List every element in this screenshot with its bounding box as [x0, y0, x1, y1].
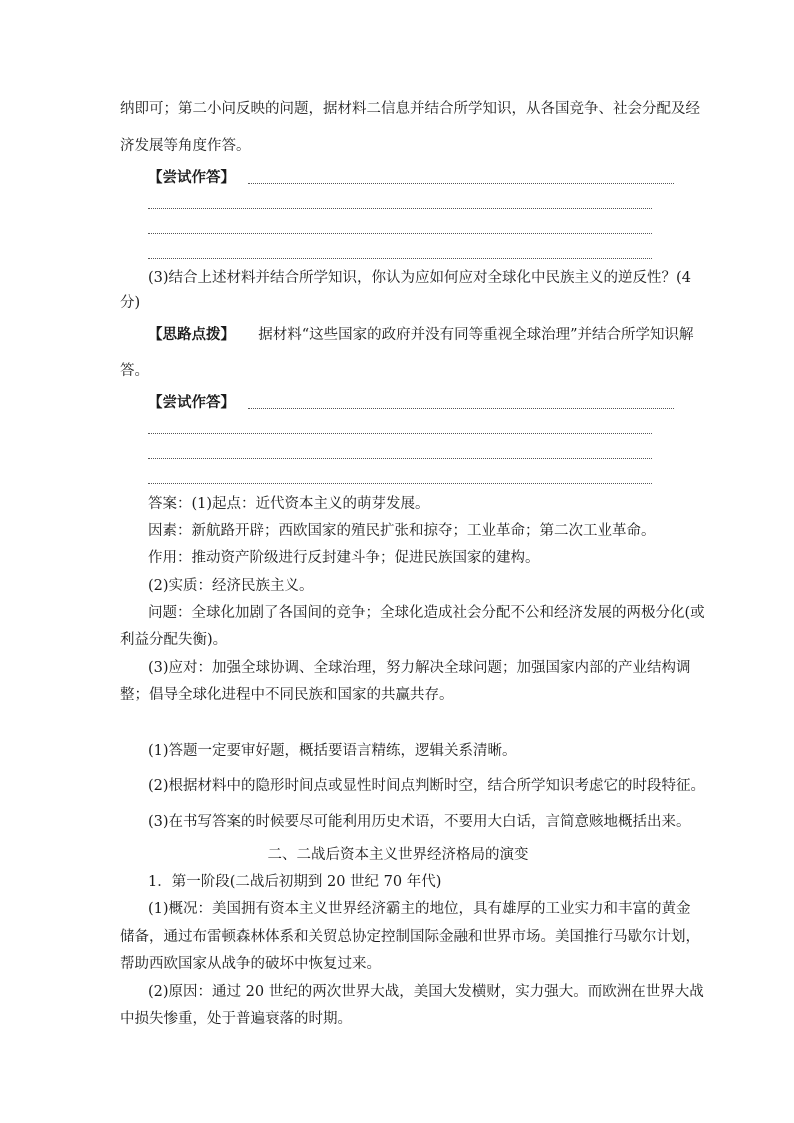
answer-line: 作用：推动资产阶级进行反封建斗争；促进民族国家的建构。	[148, 550, 540, 566]
hint-label: 【思路点拨】	[148, 326, 235, 343]
question-3: (3)结合上述材料并结合所学知识，你认为应如何应对全球化中民族主义的逆反性？(4	[148, 270, 691, 286]
answer-line: (2)实质：经济民族主义。	[148, 578, 314, 594]
hint-cont: 答。	[120, 363, 149, 379]
answer-dotted-line	[148, 483, 652, 484]
stage-heading: 1．第一阶段(二战后初期到 20 世纪 70 年代)	[148, 874, 442, 890]
answer-line: 因素：新航路开辟；西欧国家的殖民扩张和掠夺；工业革命；第二次工业革命。	[148, 523, 656, 539]
tip-line: (1)答题一定要审好题，概括要语言精练，逻辑关系清晰。	[148, 743, 517, 759]
tip-line: (3)在书写答案的时候要尽可能利用历史术语，不要用大白话，言简意赅地概括出来。	[148, 814, 691, 830]
hint-paragraph	[148, 325, 694, 345]
try-answer-label: 【尝试作答】	[148, 394, 235, 411]
tip-line: (2)根据材料中的隐形时间点或显性时间点判断时空，结合所学知识考虑它的时段特征。	[148, 778, 706, 794]
answer-line: 整；倡导全球化进程中不同民族和国家的共赢共存。	[120, 687, 454, 703]
answer-line: 问题：全球化加剧了各国间的竞争；全球化造成社会分配不公和经济发展的两极分化(或	[148, 605, 705, 621]
question-3-cont: 分)	[120, 295, 141, 311]
paragraph-line: 纳即可；第二小问反映的问题，据材料二信息并结合所学知识，从各国竞争、社会分配及经	[120, 101, 700, 117]
answer-dotted-line	[148, 433, 652, 434]
answer-dotted-line	[148, 208, 652, 209]
section-heading: 二、二战后资本主义世界经济格局的演变	[267, 847, 529, 863]
paragraph-line: 济发展等角度作答。	[120, 138, 251, 154]
try-answer-label: 【尝试作答】	[148, 169, 235, 186]
paragraph-line: 帮助西欧国家从战争的破坏中恢复过来。	[120, 956, 381, 972]
answer-line: (3)应对：加强全球协调、全球治理，努力解决全球问题；加强国家内部的产业结构调	[148, 660, 691, 676]
paragraph-line: (1)概况：美国拥有资本主义世界经济霸主的地位，具有雄厚的工业实力和丰富的黄金	[148, 901, 691, 917]
answer-line: 利益分配失衡)。	[120, 632, 228, 648]
answer-dotted-line	[148, 258, 652, 259]
hint-text: 据材料“这些国家的政府并没有同等重视全球治理”并结合所学知识解	[258, 327, 694, 343]
paragraph-line: (2)原因：通过 20 世纪的两次世界大战，美国大发横财，实力强大。而欧洲在世界大战	[148, 984, 704, 1000]
answer-dotted-line	[148, 458, 652, 459]
answer-line: 答案：(1)起点：近代资本主义的萌芽发展。	[148, 496, 430, 512]
paragraph-line: 储备，通过布雷顿森林体系和关贸总协定控制国际金融和世界市场。美国推行马歇尔计划，	[120, 929, 700, 945]
paragraph-line: 中损失惨重，处于普遍衰落的时期。	[120, 1011, 352, 1027]
answer-dotted-line	[148, 233, 652, 234]
answer-dotted-line	[248, 408, 674, 409]
answer-dotted-line	[248, 183, 674, 184]
